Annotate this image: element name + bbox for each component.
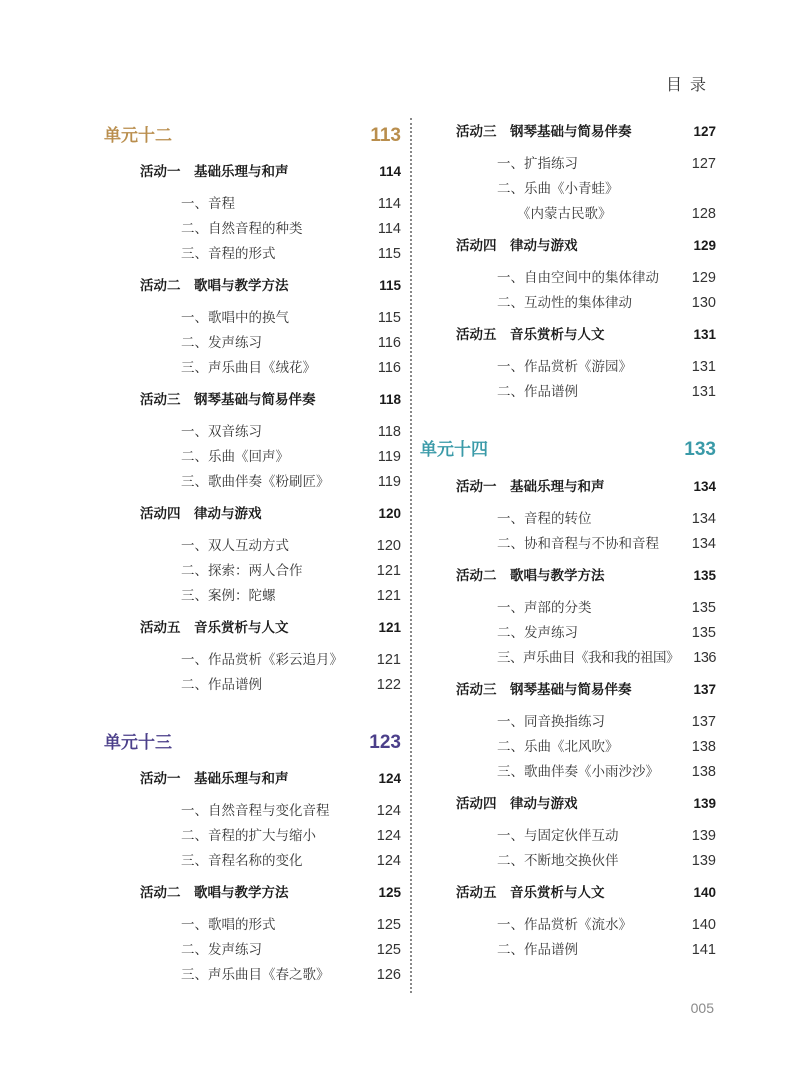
item-page: 130 (691, 295, 716, 311)
toc-item[interactable] (420, 532, 716, 552)
item-label: 二、乐曲《北风吹》 (497, 739, 619, 755)
activity-page: 135 (693, 568, 716, 583)
item-label: 二、探索：两人合作 (181, 563, 303, 579)
activity-label: 活动五 音乐赏析与人文 (456, 327, 605, 343)
item-label: 一、扩指练习 (497, 156, 578, 172)
toc-item[interactable] (104, 849, 401, 869)
item-page: 134 (691, 511, 716, 527)
item-label: 一、声部的分类 (497, 600, 592, 616)
item-page: 140 (691, 917, 716, 933)
item-page: 118 (377, 424, 401, 440)
activity-label: 活动二 歌唱与教学方法 (456, 568, 605, 584)
activity-label: 活动四 律动与游戏 (456, 796, 578, 812)
toc-item[interactable] (104, 331, 401, 351)
item-label: 一、歌唱的形式 (181, 917, 276, 933)
item-label: 二、发声练习 (497, 625, 578, 641)
item-page: 125 (376, 942, 401, 958)
toc-item[interactable] (104, 673, 401, 693)
toc-item[interactable] (104, 824, 401, 844)
activity-page: 131 (693, 327, 716, 342)
item-page: 119 (377, 474, 401, 490)
toc-activity[interactable] (420, 475, 716, 495)
toc-item[interactable] (420, 507, 716, 527)
item-label: 一、作品赏析《彩云追月》 (181, 652, 343, 668)
activity-label: 活动四 律动与游戏 (140, 506, 262, 522)
toc-item[interactable] (104, 963, 401, 983)
item-label: 一、双人互动方式 (181, 538, 289, 554)
item-page: 135 (691, 625, 716, 641)
toc-item[interactable] (420, 152, 716, 172)
toc-item[interactable] (420, 824, 716, 844)
item-label: 三、声乐曲目《绒花》 (181, 360, 316, 376)
toc-item[interactable] (420, 621, 716, 641)
toc-item[interactable] (420, 938, 716, 958)
activity-label: 活动四 律动与游戏 (456, 238, 578, 254)
item-page: 124 (376, 828, 401, 844)
activity-label: 活动二 歌唱与教学方法 (140, 885, 289, 901)
toc-item[interactable] (420, 646, 716, 666)
item-page: 124 (376, 803, 401, 819)
toc-item[interactable] (104, 217, 401, 237)
item-label: 一、双音练习 (181, 424, 262, 440)
toc-item[interactable] (104, 192, 401, 212)
item-label: 三、歌曲伴奏《小雨沙沙》 (497, 764, 659, 780)
item-label: 一、同音换指练习 (497, 714, 605, 730)
toc-unit-14[interactable] (420, 435, 716, 461)
toc-item[interactable] (104, 534, 401, 554)
toc-item[interactable] (420, 849, 716, 869)
item-page: 134 (691, 536, 716, 552)
item-page: 141 (691, 942, 716, 958)
item-page: 121 (376, 563, 401, 579)
toc-item[interactable] (104, 938, 401, 958)
item-label: 二、作品谱例 (181, 677, 262, 693)
item-label: 三、案例：陀螺 (181, 588, 276, 604)
toc-activity[interactable] (420, 792, 716, 812)
activity-page: 140 (693, 885, 716, 900)
item-page: 116 (377, 335, 401, 351)
item-page: 126 (376, 967, 401, 983)
activity-label: 活动一 基础乐理与和声 (140, 771, 289, 787)
toc-activity[interactable] (420, 120, 716, 140)
unit-page: 113 (370, 125, 401, 146)
item-page: 128 (691, 206, 716, 222)
toc-item[interactable] (104, 445, 401, 465)
item-label: 二、作品谱例 (497, 384, 578, 400)
toc-item[interactable] (104, 306, 401, 326)
item-label: 三、声乐曲目《我和我的祖国》 (497, 650, 679, 666)
toc-activity[interactable] (104, 502, 401, 522)
item-label: 三、声乐曲目《春之歌》 (181, 967, 330, 983)
unit-page: 123 (369, 732, 401, 753)
activity-page: 121 (378, 620, 401, 635)
item-page: 115 (377, 246, 401, 262)
toc-activity[interactable] (104, 767, 401, 787)
item-label: 二、乐曲《小青蛙》 (497, 181, 619, 197)
item-page: 129 (691, 270, 716, 286)
toc-activity[interactable] (420, 678, 716, 698)
toc-activity[interactable] (420, 564, 716, 584)
activity-page: 114 (379, 164, 401, 179)
item-page: 139 (691, 853, 716, 869)
item-label: 二、音程的扩大与缩小 (181, 828, 316, 844)
item-label: 三、歌曲伴奏《粉刷匠》 (181, 474, 330, 490)
toc-item[interactable] (104, 648, 401, 668)
toc-activity[interactable] (104, 160, 401, 180)
item-label: 三、音程名称的变化 (181, 853, 303, 869)
item-page: 115 (377, 310, 401, 326)
activity-page: 139 (693, 796, 716, 811)
item-label: 二、发声练习 (181, 942, 262, 958)
toc-activity[interactable] (104, 274, 401, 294)
activity-label: 活动一 基础乐理与和声 (140, 164, 289, 180)
column-divider (410, 118, 412, 993)
activity-page: 137 (693, 682, 716, 697)
toc-unit-13[interactable] (104, 728, 401, 754)
activity-page: 124 (378, 771, 401, 786)
item-page: 131 (691, 384, 716, 400)
toc-item[interactable] (420, 735, 716, 755)
toc-item[interactable] (104, 799, 401, 819)
page-number: 005 (690, 1000, 714, 1016)
toc-item[interactable] (104, 913, 401, 933)
activity-label: 活动五 音乐赏析与人文 (140, 620, 289, 636)
toc-item[interactable] (420, 710, 716, 730)
toc-activity[interactable] (104, 616, 401, 636)
item-page: 121 (376, 652, 401, 668)
item-page: 124 (376, 853, 401, 869)
item-label: 二、作品谱例 (497, 942, 578, 958)
page-title: 目录 (665, 75, 714, 94)
item-label: 二、自然音程的种类 (181, 221, 303, 237)
toc-activity[interactable] (104, 388, 401, 408)
unit-title: 单元十三 (104, 733, 172, 753)
item-page: 138 (691, 739, 716, 755)
item-label: 三、音程的形式 (181, 246, 276, 262)
toc-item[interactable] (104, 470, 401, 490)
item-page: 137 (691, 714, 716, 730)
item-page: 125 (376, 917, 401, 933)
activity-page: 125 (378, 885, 401, 900)
item-page: 114 (377, 221, 401, 237)
item-label: 二、发声练习 (181, 335, 262, 351)
activity-label: 活动二 歌唱与教学方法 (140, 278, 289, 294)
toc-item[interactable] (420, 760, 716, 780)
item-label: 《内蒙古民歌》 (517, 206, 612, 222)
unit-page: 133 (684, 439, 716, 460)
activity-label: 活动一 基础乐理与和声 (456, 479, 605, 495)
toc-item[interactable] (420, 266, 716, 286)
item-label: 二、协和音程与不协和音程 (497, 536, 659, 552)
toc-item[interactable] (104, 584, 401, 604)
toc-item[interactable] (104, 356, 401, 376)
item-page: 138 (691, 764, 716, 780)
item-label: 二、不断地交换伙伴 (497, 853, 619, 869)
toc-item[interactable] (104, 242, 401, 262)
unit-title: 单元十二 (104, 126, 172, 146)
item-page: 121 (376, 588, 401, 604)
toc-item[interactable] (420, 913, 716, 933)
item-label: 一、音程 (181, 196, 235, 212)
toc-item[interactable] (104, 559, 401, 579)
item-label: 一、自然音程与变化音程 (181, 803, 330, 819)
toc-activity[interactable] (420, 881, 716, 901)
item-page: 136 (693, 650, 716, 666)
item-page: 114 (377, 196, 401, 212)
item-page: 127 (691, 156, 716, 172)
item-label: 一、音程的转位 (497, 511, 592, 527)
item-page: 119 (377, 449, 401, 465)
item-label: 二、互动性的集体律动 (497, 295, 632, 311)
activity-page: 134 (693, 479, 716, 494)
item-page: 120 (376, 538, 401, 554)
toc-item[interactable] (420, 202, 716, 222)
item-label: 一、作品赏析《游园》 (497, 359, 632, 375)
activity-label: 活动三 钢琴基础与简易伴奏 (456, 124, 632, 140)
activity-label: 活动五 音乐赏析与人文 (456, 885, 605, 901)
toc-item[interactable] (420, 596, 716, 616)
toc-item[interactable] (420, 177, 716, 197)
item-page: 116 (377, 360, 401, 376)
unit-title: 单元十四 (420, 440, 488, 460)
activity-page: 118 (379, 392, 401, 407)
item-page: 131 (691, 359, 716, 375)
activity-page: 120 (378, 506, 401, 521)
toc-unit-12[interactable] (104, 121, 401, 147)
toc-item[interactable] (104, 420, 401, 440)
toc-item[interactable] (420, 291, 716, 311)
item-label: 一、歌唱中的换气 (181, 310, 289, 326)
toc-item[interactable] (420, 355, 716, 375)
item-label: 一、与固定伙伴互动 (497, 828, 619, 844)
item-label: 二、乐曲《回声》 (181, 449, 289, 465)
item-page: 139 (691, 828, 716, 844)
activity-page: 129 (693, 238, 716, 253)
item-page: 135 (691, 600, 716, 616)
activity-page: 127 (693, 124, 716, 139)
item-page: 122 (376, 677, 401, 693)
item-label: 一、自由空间中的集体律动 (497, 270, 659, 286)
item-label: 一、作品赏析《流水》 (497, 917, 632, 933)
toc-activity[interactable] (104, 881, 401, 901)
activity-label: 活动三 钢琴基础与简易伴奏 (140, 392, 316, 408)
activity-label: 活动三 钢琴基础与简易伴奏 (456, 682, 632, 698)
toc-activity[interactable] (420, 323, 716, 343)
toc-activity[interactable] (420, 234, 716, 254)
activity-page: 115 (379, 278, 401, 293)
toc-item[interactable] (420, 380, 716, 400)
